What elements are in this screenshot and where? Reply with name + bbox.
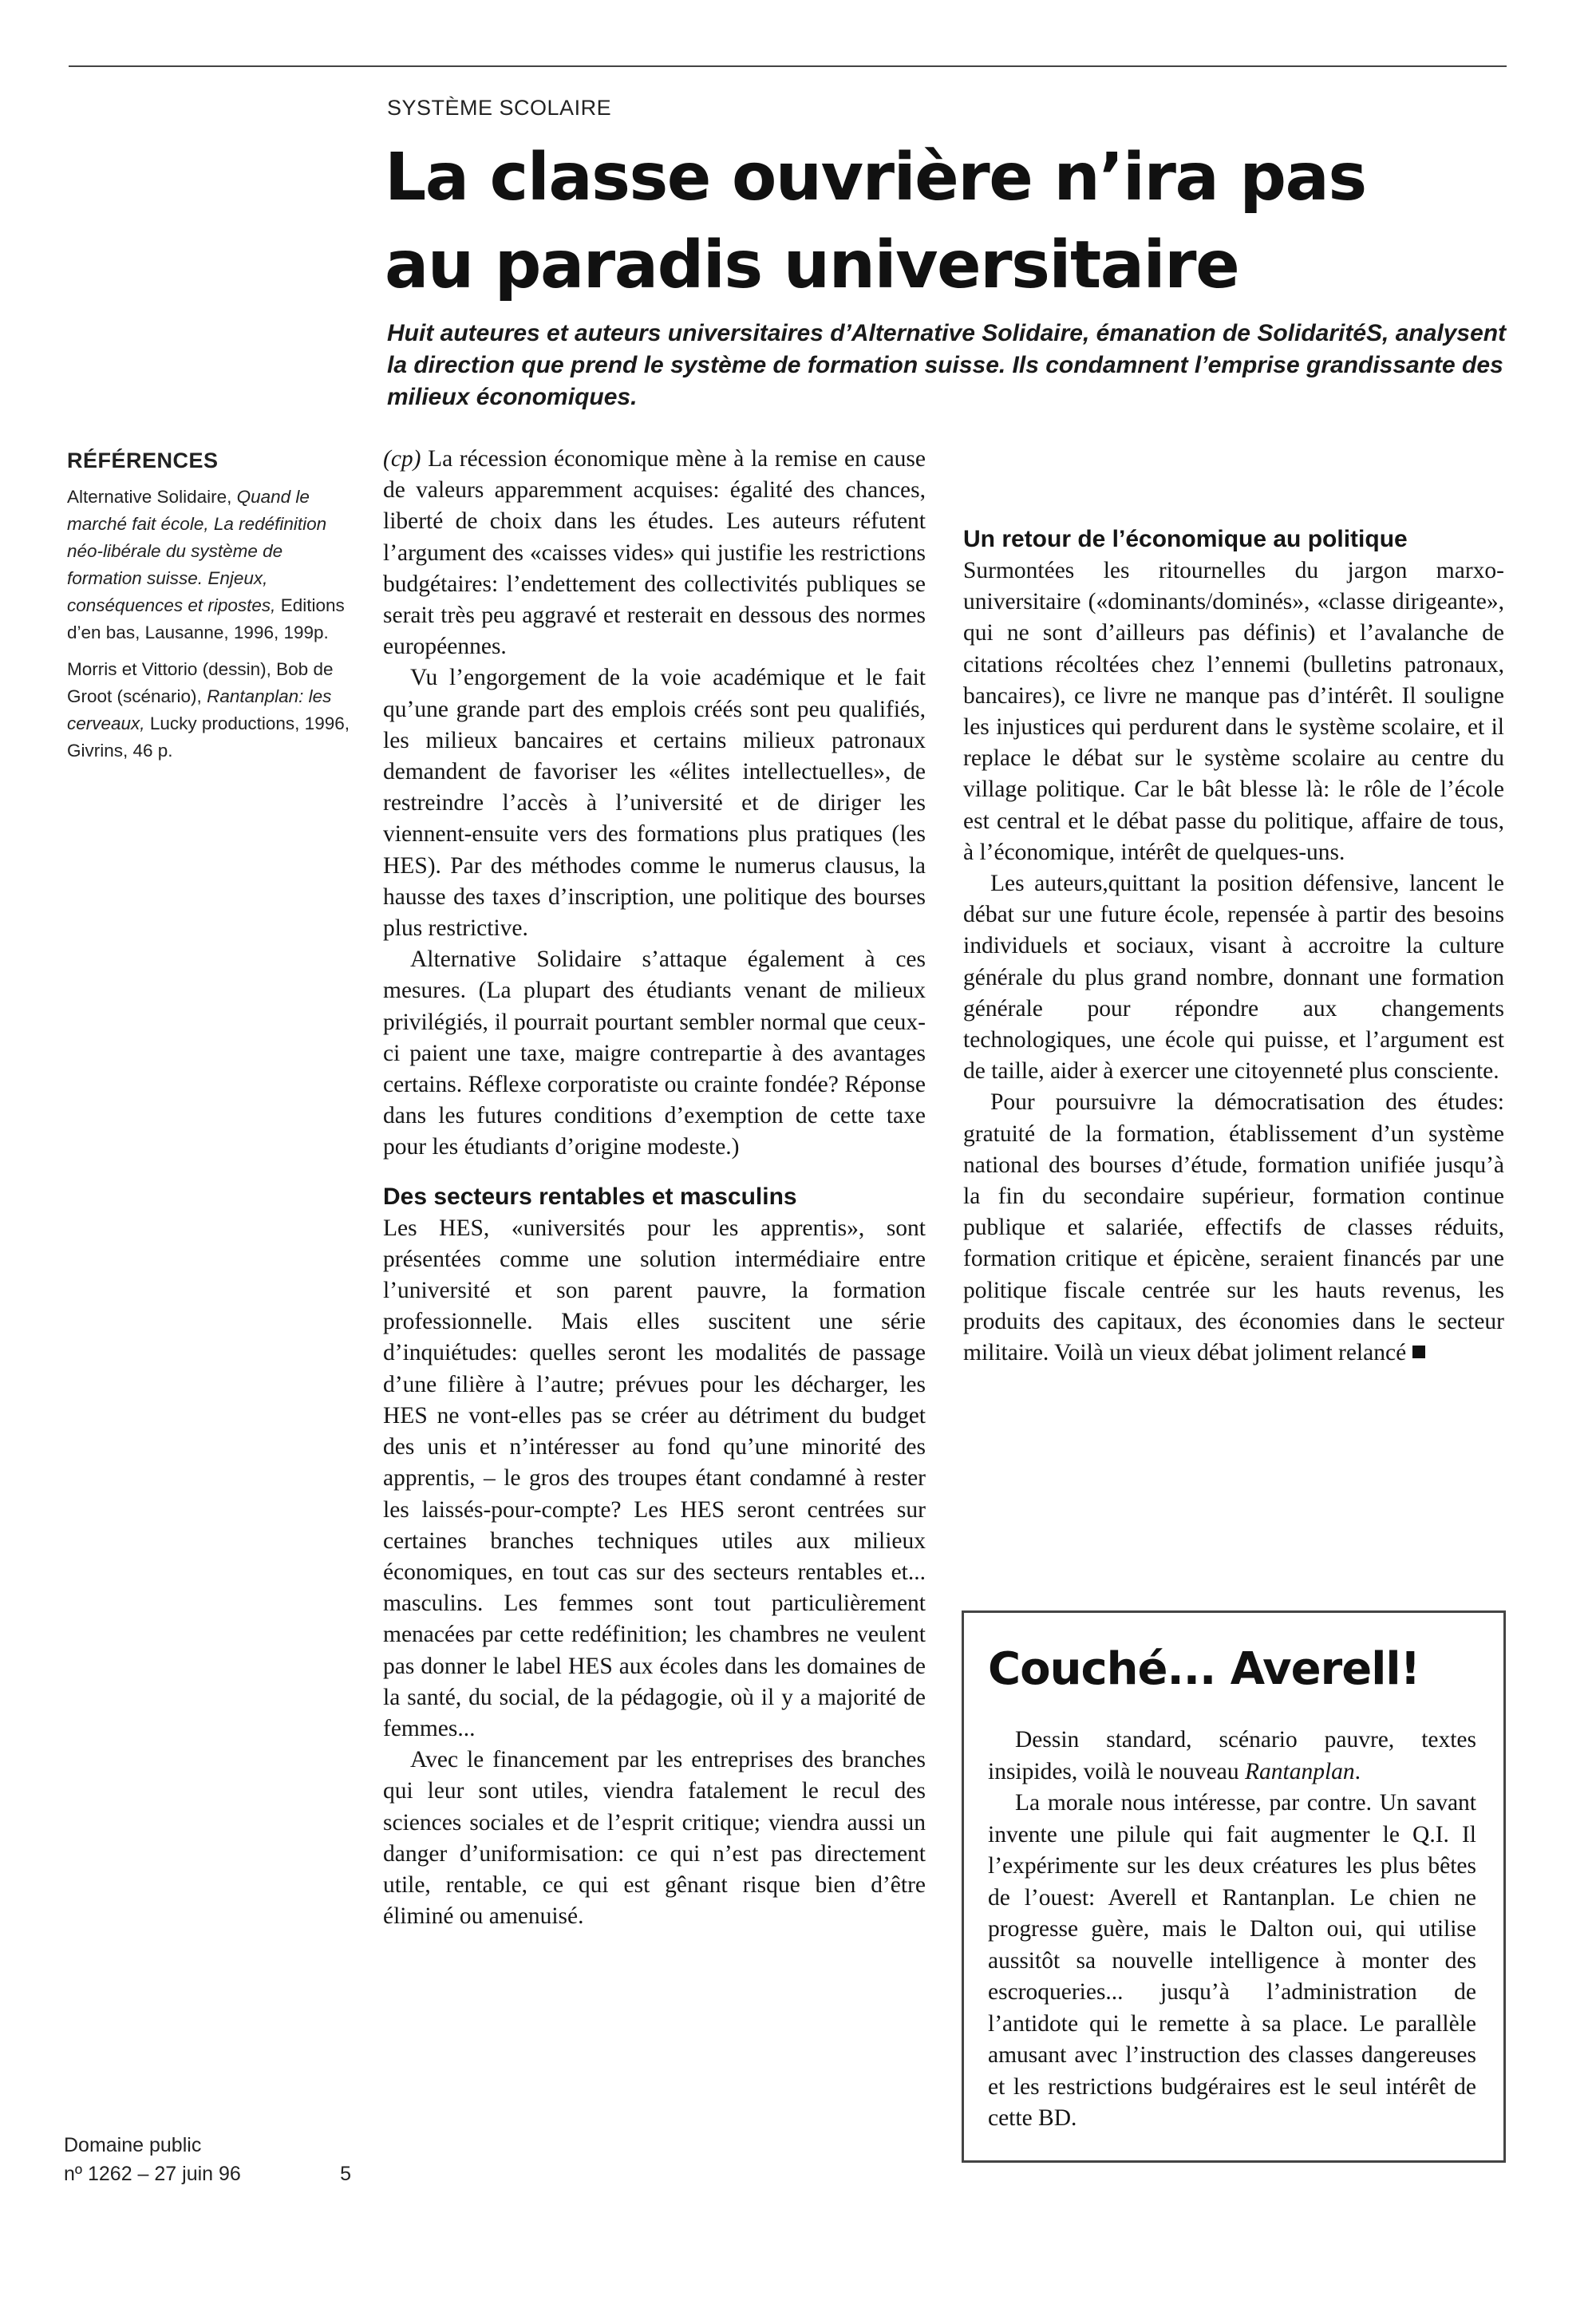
reference-2: [67, 656, 350, 765]
review-text: [988, 1725, 1476, 2135]
reference-1-publisher: Editions d’en bas, Lausanne, 1996, 199p.: [67, 595, 345, 642]
subheading: Des secteurs rentables et masculins: [383, 1183, 797, 1210]
reference-1-title: Quand le marché fait école, La redéfinition néo-libérale du système de formation suisse. Enjeux, conséquences et ripostes,: [67, 487, 327, 615]
review-paragraph: La morale nous intéresse, par contre. Un savant invente une pilule qui fait augmenter le Q.I. Il l’expérimente sur les deux créatures les plus bêtes de l’ouest: Averell et Rantanplan. Le chien ne progresse guère, mais le Dalton oui, qui utilise aussitôt sa nouvelle intelligence à monter des escroqueries... jusqu’à l’administration de l’antidote qui le remette à sa place. Le parallèle amusant avec l’instruction des classes dangereuses et les restrictions budgéraires est le seul intérêt de cette BD.: [988, 1790, 1476, 2131]
article-column-2: [963, 444, 1504, 1369]
headline-line-2: au paradis universitaire: [385, 227, 1239, 303]
section-label: SYSTÈME SCOLAIRE: [387, 96, 612, 120]
review-box: [962, 1610, 1506, 2163]
top-rule: [69, 65, 1507, 67]
page-number: 5: [340, 2163, 351, 2185]
reference-1: [67, 484, 350, 646]
reference-1-author: Alternative Solidaire,: [67, 487, 232, 507]
references-sidebar: [67, 447, 350, 774]
headline: [385, 134, 1518, 310]
article-paragraph: [383, 444, 926, 662]
end-mark-icon: [1412, 1346, 1425, 1358]
lede: Huit auteures et auteurs universitaires d’Alternative Solidaire, émanation de SolidaritéS, analysent la direction que prend le système de formation suisse. Ils condamnent l’emprise grandissante des milieux économiques.: [387, 320, 1507, 410]
references-heading: RÉFÉRENCES: [67, 449, 219, 472]
reference-2-author: Morris et Vittorio (dessin), Bob de Groot (scénario),: [67, 659, 334, 706]
article-paragraph: Vu l’engorgement de la voie académique et le fait qu’une grande part des emplois créés sont peu qualifiés, les milieux bancaires et certains milieux patronaux demandent de favoriser les «élites intellectuelles», de restreindre l’accès à l’université et de diriger les viennent-ensuite vers des formations plus pratiques (les HES). Par des méthodes comme le numerus clausus, la hausse des taxes d’inscription, une politique des bourses plus restrictive.: [383, 665, 926, 942]
article-paragraph: Alternative Solidaire s’attaque également à ces mesures. (La plupart des étudiants venant de milieux privilégiés, il pourrait pourtant sembler normal que ceux-ci paient une taxe, maigre contrepartie à des avantages certains. Réflexe corporatiste ou crainte fondée? Réponse dans les futures conditions d’exemption de cette taxe pour les étudiants d’origine modeste.): [383, 946, 926, 1160]
issue-info: nº 1262 – 27 juin 96: [64, 2163, 241, 2185]
review-title: Couché... Averell!: [988, 1643, 1420, 1695]
article-paragraph: Les auteurs,quittant la position défensive, lancent le débat sur une future école, repensée à partir des besoins individuels et sociaux, visant à accroitre la culture générale du plus grand nombre, donnant une formation générale pour répondre aux changements technologiques, une école qui puisse, et l’argument est de taille, aider à exercer une citoyenneté plus consciente.: [963, 871, 1504, 1085]
reference-2-title: Rantanplan: les cerveaux,: [67, 686, 332, 733]
paragraph-text: La récession économique mène à la remise en cause de valeurs apparemment acquises: égalité des chances, liberté de choix dans les études. Les auteurs réfutent l’argument des «caisses vides» qui justifie les restrictions budgétaires: l’endettement des collectivités publiques se serait très peu aggravé et resterait en dessous des normes européennes.: [383, 446, 926, 660]
footer-issue-line: [64, 2160, 351, 2188]
review-text-end: .: [1354, 1758, 1361, 1784]
article-paragraph: Pour poursuivre la démocratisation des études: gratuité de la formation, établissement d’un système national des bourses d’étude, formation unifiée jusqu’à la fin du secondaire supérieur, formation continue publique et salariée, effectifs de classes réduits, formation critique et épicène, seraient financés par une politique fiscale centrée sur les hauts revenus, les produits des capitaux, des économies dans le secteur militaire. Voilà un vieux débat joliment relancé: [963, 1089, 1504, 1366]
headline-line-1: La classe ouvrière n’ira pas: [385, 140, 1366, 215]
author-initials: (cp): [383, 446, 421, 472]
article-column-1: [383, 444, 926, 1932]
footer: [64, 2131, 351, 2188]
subheading: Un retour de l’économique au politique: [963, 526, 1408, 552]
review-book-title: Rantanplan: [1244, 1758, 1355, 1784]
article-paragraph: Surmontées les ritournelles du jargon marxo-universitaire («dominants/dominés», «classe dirigeante», qui ne sont d’ailleurs pas définis) et l’avalanche de citations récoltées chez l’ennemi (bulletins patronaux, bancaires), ce livre ne manque pas d’intérêt. Il souligne les injustices qui perdurent dans le système scolaire, et il replace le débat sur le système scolaire au centre du village politique. Car le bât blesse là: le rôle de l’école est central et le débat passe du politique, affaire de tous, à l’économique, intérêt de quelques-uns.: [963, 558, 1504, 865]
review-paragraph: [988, 1725, 1476, 1788]
reference-2-publisher: Lucky productions, 1996, Givrins, 46 p.: [67, 713, 350, 761]
publication-name: Domaine public: [64, 2134, 202, 2156]
article-paragraph: Les HES, «universités pour les apprentis», sont présentées comme une solution intermédiaire entre l’université et son parent pauvre, la formation professionnelle. Mais elles suscitent une série d’inquiétudes: quelles seront les modalités de passage d’une filière à l’autre; prévues pour les décharger, les HES ne vont-elles pas se créer au détriment du budget des unis et n’intéresser au fond qu’une minorité des apprentis, – le gros des troupes étant condamné à rester les laissés-pour-compte? Les HES seront centrées sur certaines branches techniques utiles aux milieux économiques, en tout cas sur des secteurs rentables et... masculins. Les femmes sont tout particulièrement menacées par cette redéfinition; les chambres ne veulent pas donner le label HES aux écoles dans les domaines de la santé, du social, de la pédagogie, où il y a majorité de femmes...: [383, 1215, 926, 1741]
article-paragraph: Avec le financement par les entreprises des branches qui leur sont utiles, viendra fatalement le recul des sciences sociales et de l’esprit critique; viendra aussi un danger d’uniformisation: ce qui n’est pas directement utile, rentable, ce qui est gênant risque bien d’être éliminé ou amenuisé.: [383, 1747, 926, 1930]
review-text-start: Dessin standard, scénario pauvre, textes insipides, voilà le nouveau: [988, 1727, 1476, 1784]
